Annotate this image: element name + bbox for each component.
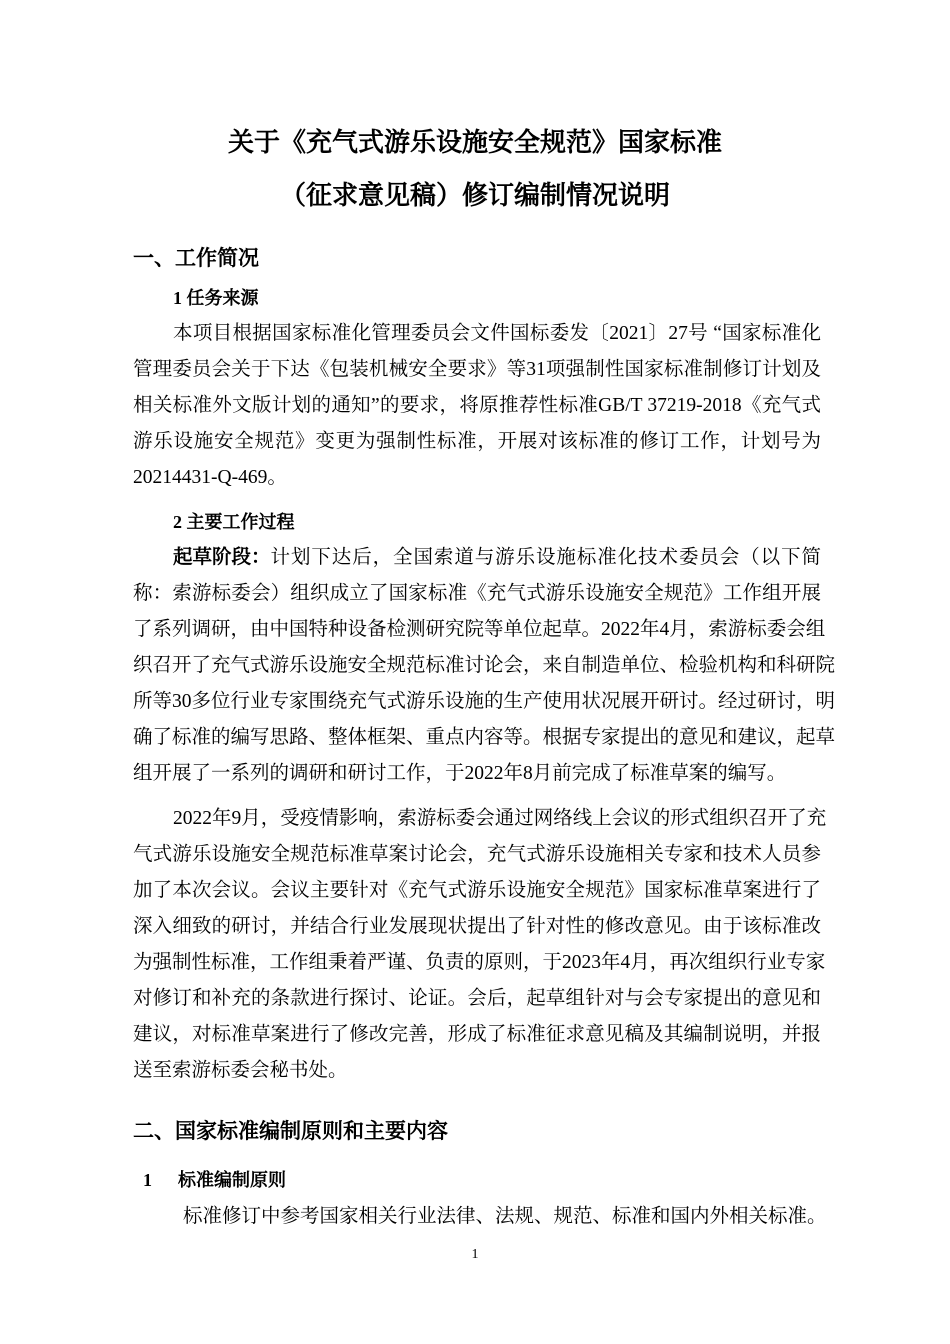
text-line: 送至索游标委会秘书处。 [133,1060,348,1081]
text-line: 深入细致的研讨，并结合行业发展现状提出了针对性的修改意见。由于该标准改 [133,916,821,937]
subsection-heading: 2 主要工作过程 [173,512,295,532]
text-line: 组开展了一系列的调研和研讨工作，于2022年8月前完成了标准草案的编写。 [133,763,787,784]
subsection-number: 1 [143,1170,152,1190]
text-line: 所等30多位行业专家围绕充气式游乐设施的生产使用状况展开研讨。经过研讨，明 [133,691,836,712]
text-line: 游乐设施安全规范》变更为强制性标准，开展对该标准的修订工作，计划号为 [133,431,821,452]
text-line: 织召开了充气式游乐设施安全规范标准讨论会，来自制造单位、检验机构和科研院 [133,655,836,676]
text-line: 了系列调研，由中国特种设备检测研究院等单位起草。2022年4月，索游标委会组 [133,619,826,640]
paragraph-september-meeting [133,801,827,1089]
text-line: 建议，对标准草案进行了修改完善，形成了标准征求意见稿及其编制说明，并报 [133,1024,821,1045]
text-line: 标准修订中参考国家相关行业法律、法规、规范、标准和国内外相关标准。 [183,1206,827,1227]
text-line: 称：索游标委会）组织成立了国家标准《充气式游乐设施安全规范》工作组开展 [133,583,821,604]
text-line: 2022年9月，受疫情影响，索游标委会通过网络线上会议的形式组织召开了充 [173,808,827,829]
page-number: 1 [471,1247,479,1262]
document-title-line-2: （征求意见稿）修订编制情况说明 [279,181,670,211]
text-line: 加了本次会议。会议主要针对《充气式游乐设施安全规范》国家标准草案进行了 [133,880,821,901]
text-line: 对修订和补充的条款进行探讨、论证。会后，起草组针对与会专家提出的意见和 [133,988,821,1009]
paragraph-drafting-stage [133,540,836,792]
paragraph-task-source [133,316,821,496]
subsection-heading: 1 任务来源 [173,288,259,308]
paragraph-principles [133,1199,827,1235]
text-line: 20214431-Q-469。 [133,467,287,488]
lead-label: 起草阶段： [173,547,271,568]
text-line: 为强制性标准，工作组秉着严谨、负责的原则，于2023年4月，再次组织行业专家 [133,952,826,973]
text-line: 气式游乐设施安全规范标准草案讨论会，充气式游乐设施相关专家和技术人员参 [133,844,821,865]
document-title-line-1: 关于《充气式游乐设施安全规范》国家标准 [227,128,722,158]
text-line: 确了标准的编写思路、整体框架、重点内容等。根据专家提出的意见和建议，起草 [133,727,836,748]
text-line-content: 计划下达后，全国索道与游乐设施标准化技术委员会（以下简 [270,547,821,568]
section-heading: 二、国家标准编制原则和主要内容 [133,1119,448,1143]
text-line: 相关标准外文版计划的通知”的要求，将原推荐性标准GB/T 37219-2018《充气式 [133,395,821,416]
text-line: 本项目根据国家标准化管理委员会文件国标委发〔2021〕27号 “国家标准化 [173,323,821,344]
section-heading: 一、工作简况 [133,246,259,270]
text-line [133,540,821,576]
subsection-heading: 标准编制原则 [178,1170,286,1190]
text-line: 管理委员会关于下达《包装机械安全要求》等31项强制性国家标准制修订计划及 [133,359,821,380]
